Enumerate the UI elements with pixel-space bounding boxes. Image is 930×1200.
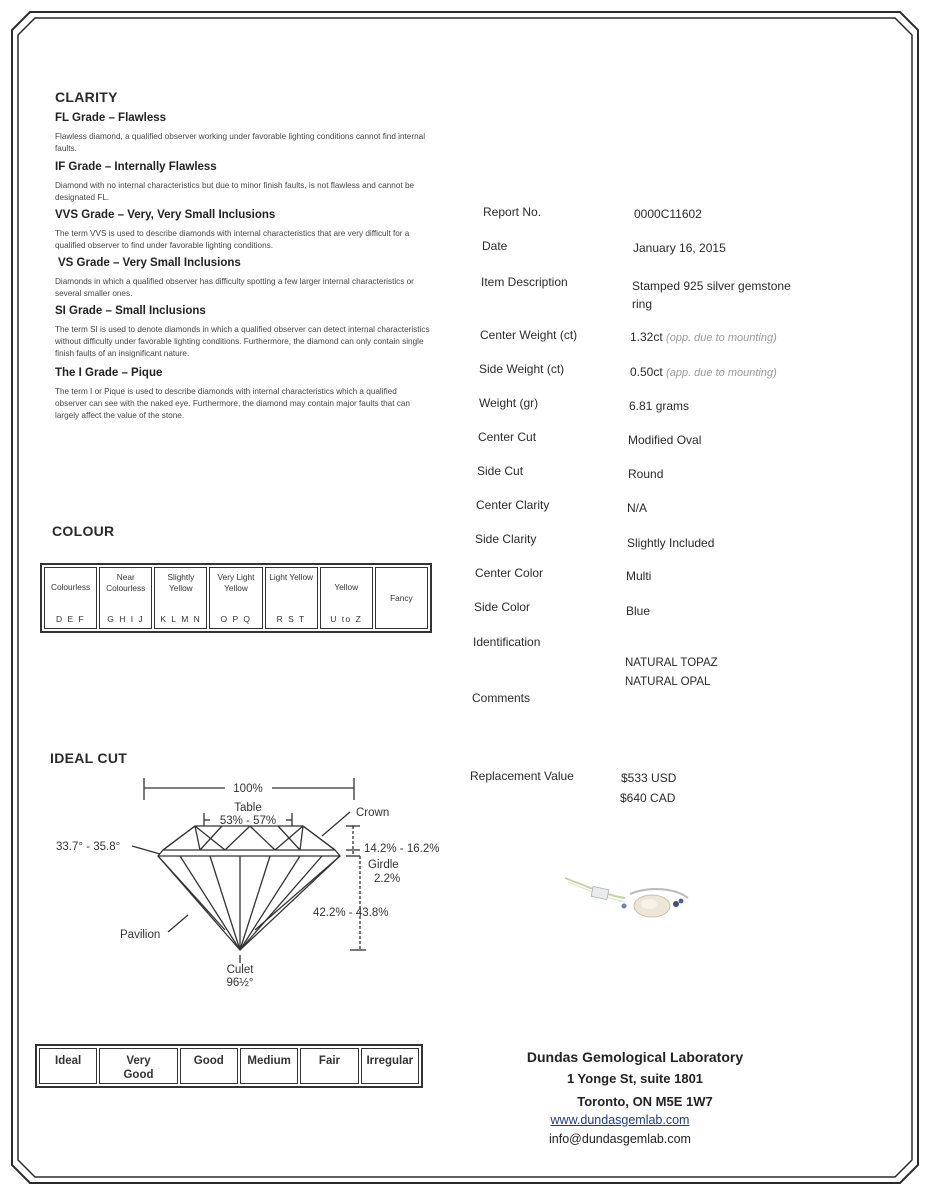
- identification-label: Identification: [473, 635, 541, 649]
- side-cut-value: Round: [628, 467, 664, 481]
- label-table-range: 53% - 57%: [219, 815, 277, 827]
- colour-cell-very-light-yellow: [209, 567, 262, 629]
- replacement-cad: $640 CAD: [620, 791, 676, 805]
- cut-grade-cell: Ideal: [39, 1048, 97, 1084]
- label-culet-value: 96½°: [226, 977, 254, 989]
- center-cut-value: Modified Oval: [628, 433, 702, 447]
- label-table: Table: [234, 802, 262, 814]
- colour-cell-grades: D E F: [55, 614, 86, 624]
- center-weight-value: 1.32ct: [630, 330, 663, 344]
- weight-gr-label: Weight (gr): [479, 396, 539, 410]
- ring-photo: [560, 868, 700, 928]
- cut-grade-cell: Fair: [300, 1048, 358, 1084]
- lab-email: info@dundasgemlab.com: [549, 1132, 691, 1146]
- cut-grade-cell: Good: [180, 1048, 238, 1084]
- label-pavilion: Pavilion: [120, 929, 161, 941]
- colour-cell-slightly-yellow: [154, 567, 207, 629]
- colour-cell-grades: K L M N: [160, 614, 202, 624]
- center-clarity-value: N/A: [627, 501, 648, 515]
- grade-i-text: The term I or Pique is used to describe diamonds with internal characteristics which a qualified observer can see with the naked eye. Furthermore, the diamond may contain major faults that can largely affect the value of the stone.: [55, 387, 410, 420]
- label-girdle: Girdle: [368, 859, 399, 871]
- colour-cell-label: Near Colourless: [106, 572, 146, 593]
- identification-value-2: NATURAL OPAL: [625, 676, 711, 688]
- grade-fl-heading: FL Grade – Flawless: [55, 112, 167, 124]
- colour-cell-near-colourless: [99, 567, 152, 629]
- cut-grade-cell: Irregular: [361, 1048, 419, 1084]
- lab-name: Dundas Gemological Laboratory: [526, 1049, 744, 1065]
- colour-cell-label: Yellow: [334, 582, 359, 592]
- grade-vvs-text: The term VVS is used to describe diamonds with internal characteristics that are very difficult for a qualified observer to find under favorable lighting conditions.: [55, 229, 410, 250]
- center-weight-note: (opp. due to mounting): [666, 332, 777, 344]
- label-crown: Crown: [356, 807, 390, 819]
- center-cut-label: Center Cut: [478, 430, 537, 444]
- grade-i-heading: The I Grade – Pique: [55, 367, 163, 379]
- grade-vvs-heading: VVS Grade – Very, Very Small Inclusions: [55, 209, 276, 221]
- cut-grade-table: [35, 1044, 423, 1088]
- lab-address-line-1: 1 Yonge St, suite 1801: [566, 1071, 704, 1086]
- center-weight-label: Center Weight (ct): [480, 328, 578, 342]
- cut-grade-cell: Medium: [240, 1048, 298, 1084]
- colour-cell-grades: O P Q: [220, 614, 252, 624]
- comments-label: Comments: [472, 691, 531, 705]
- label-girdle-value: 2.2%: [374, 873, 401, 885]
- side-weight-value: 0.50ct: [630, 365, 663, 379]
- colour-scale-table: [40, 563, 432, 633]
- identification-value-1: NATURAL TOPAZ: [625, 657, 718, 669]
- colour-cell-grades: R S T: [276, 614, 306, 624]
- colour-cell-light-yellow: [265, 567, 318, 629]
- colour-cell-colourless: [44, 567, 97, 629]
- clarity-title: CLARITY: [55, 89, 118, 105]
- colour-cell-grades: G H I J: [107, 614, 145, 624]
- grade-if-heading: IF Grade – Internally Flawless: [55, 161, 217, 173]
- grade-if-text: Diamond with no internal characteristics but due to minor finish faults, is not flawless and cannot be designated FL.: [55, 181, 415, 202]
- colour-title: COLOUR: [52, 523, 115, 539]
- side-color-value: Blue: [626, 604, 651, 618]
- lab-address-line-2: Toronto, ON M5E 1W7: [577, 1094, 713, 1109]
- grade-si-text: The term SI is used to denote diamonds in which a qualified observer can detect internal characteristics without difficulty under favorable lighting conditions. Furthermore, the diamond can only contain single finish faults of an insignificant nature.: [55, 325, 430, 358]
- item-description-value: Stamped 925 silver gemstone ring: [632, 279, 791, 311]
- replacement-usd: $533 USD: [621, 771, 677, 785]
- diamond-proportions-diagram: [50, 770, 440, 1000]
- ideal-cut-title: IDEAL CUT: [50, 750, 128, 766]
- colour-cell-grades: U to Z: [330, 614, 363, 624]
- side-weight-label: Side Weight (ct): [479, 362, 565, 376]
- grade-vs-heading: VS Grade – Very Small Inclusions: [58, 257, 241, 269]
- colour-cell-label: Slightly Yellow: [167, 572, 195, 593]
- label-crown-height: 14.2% - 16.2%: [364, 843, 440, 855]
- report-no-label: Report No.: [483, 205, 542, 219]
- cut-grade-cell: Very Good: [99, 1048, 177, 1084]
- colour-cell-label: Very Light Yellow: [217, 572, 255, 593]
- colour-cell-yellow: [320, 567, 373, 629]
- center-color-label: Center Color: [475, 566, 544, 580]
- label-crown-angle: 33.7° - 35.8°: [56, 841, 121, 853]
- side-clarity-label: Side Clarity: [475, 532, 537, 546]
- colour-cell-label: Colourless: [50, 582, 91, 592]
- side-cut-label: Side Cut: [477, 464, 524, 478]
- lab-website-link[interactable]: www.dundasgemlab.com: [550, 1113, 690, 1127]
- date-value: January 16, 2015: [633, 241, 726, 255]
- replacement-value-label: Replacement Value: [470, 769, 574, 783]
- item-description-label: Item Description: [481, 275, 568, 289]
- side-color-label: Side Color: [474, 600, 531, 614]
- grade-fl-text: Flawless diamond, a qualified observer working under favorable lighting conditions cannot find internal faults.: [55, 132, 426, 153]
- label-100-percent: 100%: [233, 783, 263, 795]
- date-label: Date: [482, 239, 508, 253]
- grade-si-heading: SI Grade – Small Inclusions: [55, 305, 206, 317]
- colour-cell-fancy: [375, 567, 428, 629]
- grade-vs-text: Diamonds in which a qualified observer has difficulty spotting a few larger internal characteristics or several smaller ones.: [55, 277, 414, 298]
- center-clarity-label: Center Clarity: [476, 498, 550, 512]
- label-culet: Culet: [226, 964, 254, 976]
- label-pavilion-depth: 42.2% - 43.8%: [313, 907, 389, 919]
- side-clarity-value: Slightly Included: [627, 536, 715, 550]
- report-no-value: 0000C11602: [634, 207, 702, 221]
- center-color-value: Multi: [626, 569, 652, 583]
- side-weight-note: (app. due to mounting): [666, 367, 777, 379]
- weight-gr-value: 6.81 grams: [629, 399, 690, 413]
- colour-cell-label: Fancy: [390, 592, 413, 603]
- colour-cell-label: Light Yellow: [269, 572, 314, 582]
